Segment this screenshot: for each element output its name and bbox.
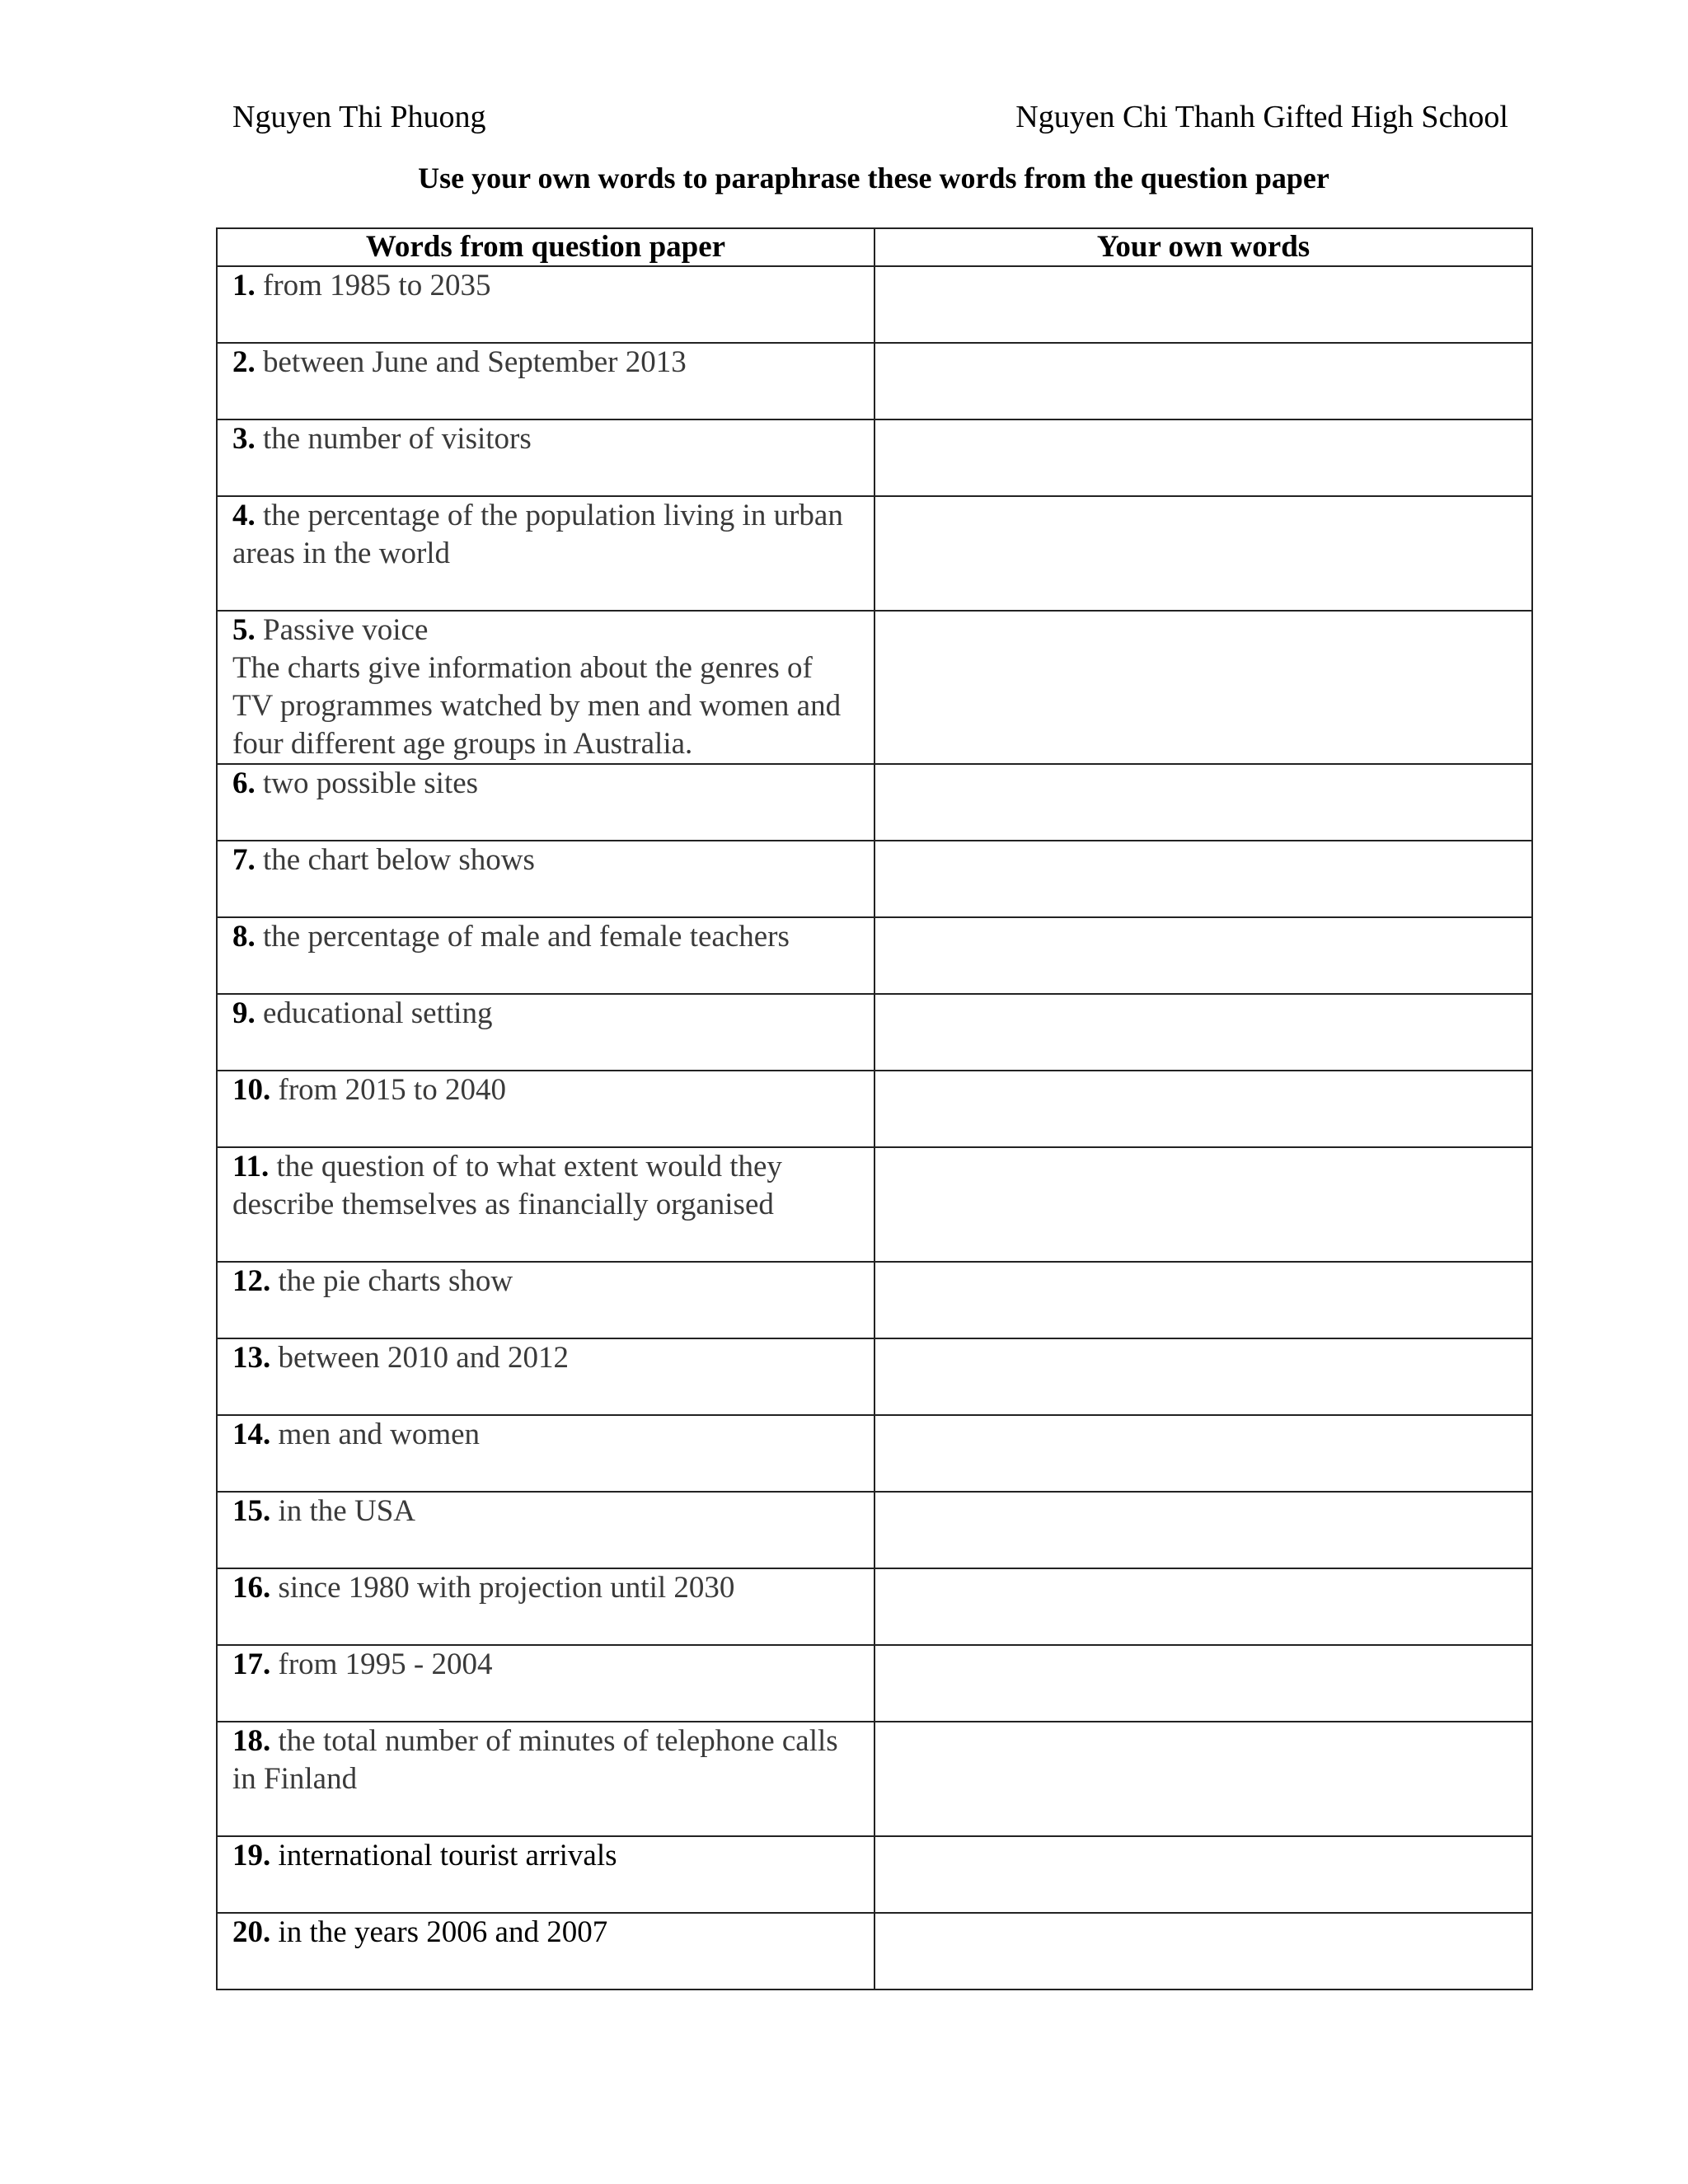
table-row (217, 1645, 1532, 1722)
table-row (217, 1913, 1532, 1990)
own-words-cell[interactable] (874, 1492, 1532, 1568)
item-text: the chart below shows (263, 843, 535, 877)
item-number: 14. (232, 1418, 271, 1451)
table-row (217, 1415, 1532, 1492)
table-row (217, 496, 1532, 611)
question-words-cell (217, 496, 874, 611)
table-row (217, 1262, 1532, 1338)
table-row (217, 1722, 1532, 1836)
table-row (217, 764, 1532, 841)
table-row (217, 1568, 1532, 1645)
question-words-cell (217, 1338, 874, 1415)
author-name: Nguyen Thi Phuong (232, 100, 486, 134)
own-words-cell[interactable] (874, 419, 1532, 496)
question-words-cell (217, 419, 874, 496)
question-words-cell (217, 266, 874, 343)
item-text: two possible sites (263, 766, 479, 800)
own-words-cell[interactable] (874, 1722, 1532, 1836)
question-words-cell (217, 1262, 874, 1338)
own-words-cell[interactable] (874, 343, 1532, 419)
item-text: educational setting (263, 996, 493, 1030)
item-number: 15. (232, 1494, 271, 1528)
item-text: the pie charts show (278, 1264, 513, 1298)
item-number: 3. (232, 422, 256, 456)
question-words-cell (217, 994, 874, 1071)
table-row (217, 994, 1532, 1071)
item-number: 20. (232, 1915, 271, 1949)
item-number: 17. (232, 1647, 271, 1681)
item-text: the number of visitors (263, 422, 532, 456)
item-text: between 2010 and 2012 (278, 1341, 569, 1375)
item-number: 12. (232, 1264, 271, 1298)
question-words-cell (217, 1913, 874, 1990)
table-row (217, 266, 1532, 343)
own-words-cell[interactable] (874, 1645, 1532, 1722)
item-text: men and women (278, 1418, 481, 1451)
table-row (217, 343, 1532, 419)
question-words-cell (217, 1071, 874, 1147)
item-number: 4. (232, 499, 256, 532)
table-row (217, 1147, 1532, 1262)
table-row (217, 1492, 1532, 1568)
own-words-cell[interactable] (874, 611, 1532, 764)
item-text: the total number of minutes of telephone calls in Finland (232, 1724, 838, 1796)
own-words-cell[interactable] (874, 496, 1532, 611)
table-header-row (217, 228, 1532, 266)
table-row (217, 917, 1532, 994)
item-number: 1. (232, 269, 256, 302)
page-title: Use your own words to paraphrase these words from the question paper (418, 162, 1329, 194)
own-words-cell[interactable] (874, 1147, 1532, 1262)
table-row (217, 611, 1532, 764)
question-words-cell (217, 343, 874, 419)
item-number: 10. (232, 1073, 271, 1107)
item-text: from 1985 to 2035 (263, 269, 491, 302)
school-name: Nguyen Chi Thanh Gifted High School (1015, 100, 1508, 134)
own-words-cell[interactable] (874, 994, 1532, 1071)
item-number: 6. (232, 766, 256, 800)
own-words-cell[interactable] (874, 1913, 1532, 1990)
item-number: 19. (232, 1839, 271, 1872)
question-words-cell (217, 841, 874, 917)
table-row (217, 1071, 1532, 1147)
item-text: the percentage of male and female teachers (263, 920, 790, 954)
item-text: international tourist arrivals (278, 1839, 617, 1872)
item-number: 16. (232, 1571, 271, 1605)
table-row (217, 841, 1532, 917)
column-header-own-words: Your own words (874, 228, 1532, 266)
item-number: 11. (232, 1150, 270, 1183)
question-words-cell (217, 1722, 874, 1836)
item-number: 2. (232, 345, 256, 379)
question-words-cell (217, 917, 874, 994)
item-number: 7. (232, 843, 256, 877)
own-words-cell[interactable] (874, 1338, 1532, 1415)
item-text: in the USA (278, 1494, 415, 1528)
item-number: 5. (232, 613, 256, 647)
own-words-cell[interactable] (874, 764, 1532, 841)
question-words-cell (217, 1492, 874, 1568)
table-row (217, 419, 1532, 496)
question-words-cell (217, 1415, 874, 1492)
item-text: Passive voice (263, 613, 429, 647)
table-row (217, 1338, 1532, 1415)
item-number: 9. (232, 996, 256, 1030)
item-text: from 1995 - 2004 (278, 1647, 493, 1681)
own-words-cell[interactable] (874, 917, 1532, 994)
question-words-cell (217, 611, 874, 764)
question-words-cell (217, 1568, 874, 1645)
own-words-cell[interactable] (874, 1262, 1532, 1338)
item-text: the percentage of the population living in urban areas in the world (232, 499, 843, 570)
own-words-cell[interactable] (874, 1836, 1532, 1913)
question-words-cell (217, 764, 874, 841)
own-words-cell[interactable] (874, 1568, 1532, 1645)
question-words-cell (217, 1147, 874, 1262)
question-words-cell (217, 1645, 874, 1722)
item-number: 13. (232, 1341, 271, 1375)
item-text: the question of to what extent would they describe themselves as financially organised (232, 1150, 782, 1221)
table-row (217, 1836, 1532, 1913)
paraphrase-table (216, 227, 1533, 1990)
own-words-cell[interactable] (874, 266, 1532, 343)
question-words-cell (217, 1836, 874, 1913)
item-text: between June and September 2013 (263, 345, 687, 379)
item-number: 18. (232, 1724, 271, 1758)
item-subtext: The charts give information about the genres of TV programmes watched by men and women and four different age groups in Australia. (232, 651, 842, 761)
own-words-cell[interactable] (874, 841, 1532, 917)
item-text: in the years 2006 and 2007 (278, 1915, 608, 1949)
item-text: since 1980 with projection until 2030 (278, 1571, 735, 1605)
item-number: 8. (232, 920, 256, 954)
column-header-question-words: Words from question paper (217, 228, 874, 266)
item-text: from 2015 to 2040 (278, 1073, 506, 1107)
own-words-cell[interactable] (874, 1415, 1532, 1492)
own-words-cell[interactable] (874, 1071, 1532, 1147)
